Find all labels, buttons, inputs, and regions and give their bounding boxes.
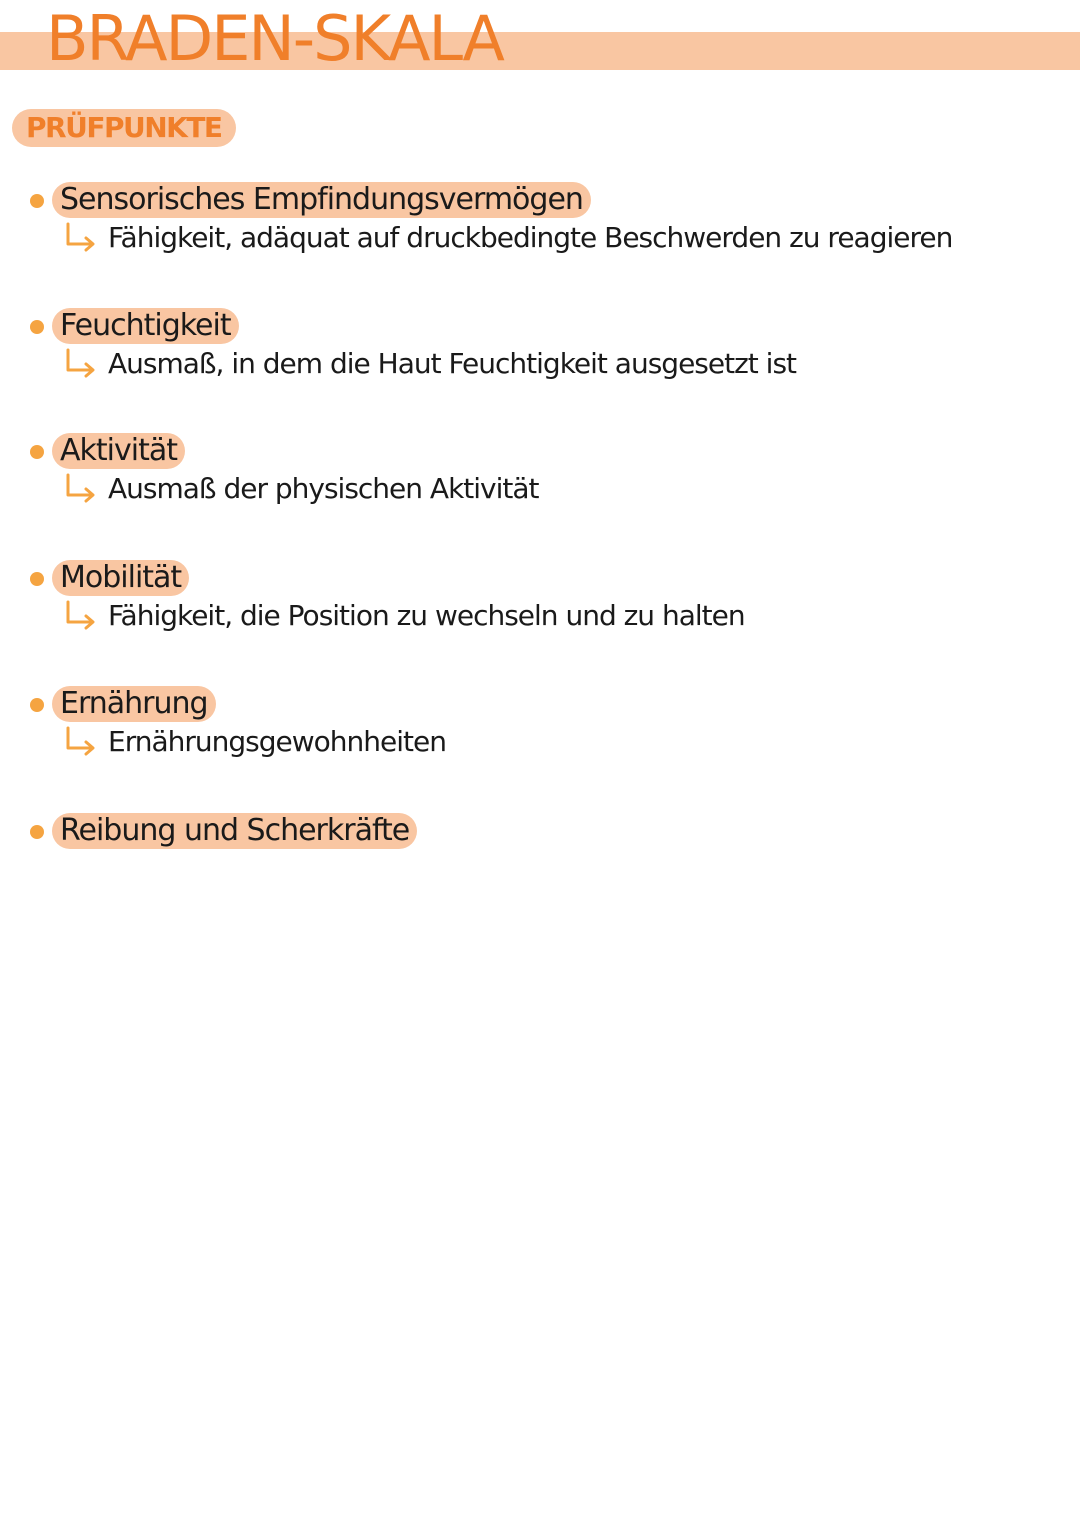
sub-arrow-icon — [62, 346, 100, 380]
criterion-term: Feuchtigkeit — [52, 308, 239, 344]
bullet-dot-icon — [30, 445, 44, 459]
criterion-description: Ernährungsgewohnheiten — [108, 725, 446, 758]
sub-arrow-icon — [62, 598, 100, 632]
sub-arrow-icon — [62, 220, 100, 254]
criterion-term: Reibung und Scherkräfte — [52, 813, 417, 849]
bullet-dot-icon — [30, 320, 44, 334]
criterion-term: Aktivität — [52, 433, 185, 469]
sub-arrow-icon — [62, 724, 100, 758]
criterion-term: Sensorisches Empfindungsvermögen — [52, 182, 591, 218]
criterion-term: Mobilität — [52, 560, 189, 596]
sub-arrow-icon — [62, 471, 100, 505]
criterion-description: Ausmaß der physischen Aktivität — [108, 472, 539, 505]
page-title: BRADEN-SKALA — [46, 2, 503, 75]
bullet-dot-icon — [30, 572, 44, 586]
bullet-dot-icon — [30, 825, 44, 839]
criterion-term: Ernährung — [52, 686, 216, 722]
criterion-description: Fähigkeit, adäquat auf druckbedingte Beschwerden zu reagieren — [108, 221, 953, 254]
criterion-description: Fähigkeit, die Position zu wechseln und zu halten — [108, 599, 745, 632]
section-heading: PRÜFPUNKTE — [12, 109, 236, 147]
bullet-dot-icon — [30, 194, 44, 208]
criterion-description: Ausmaß, in dem die Haut Feuchtigkeit ausgesetzt ist — [108, 347, 797, 380]
bullet-dot-icon — [30, 698, 44, 712]
